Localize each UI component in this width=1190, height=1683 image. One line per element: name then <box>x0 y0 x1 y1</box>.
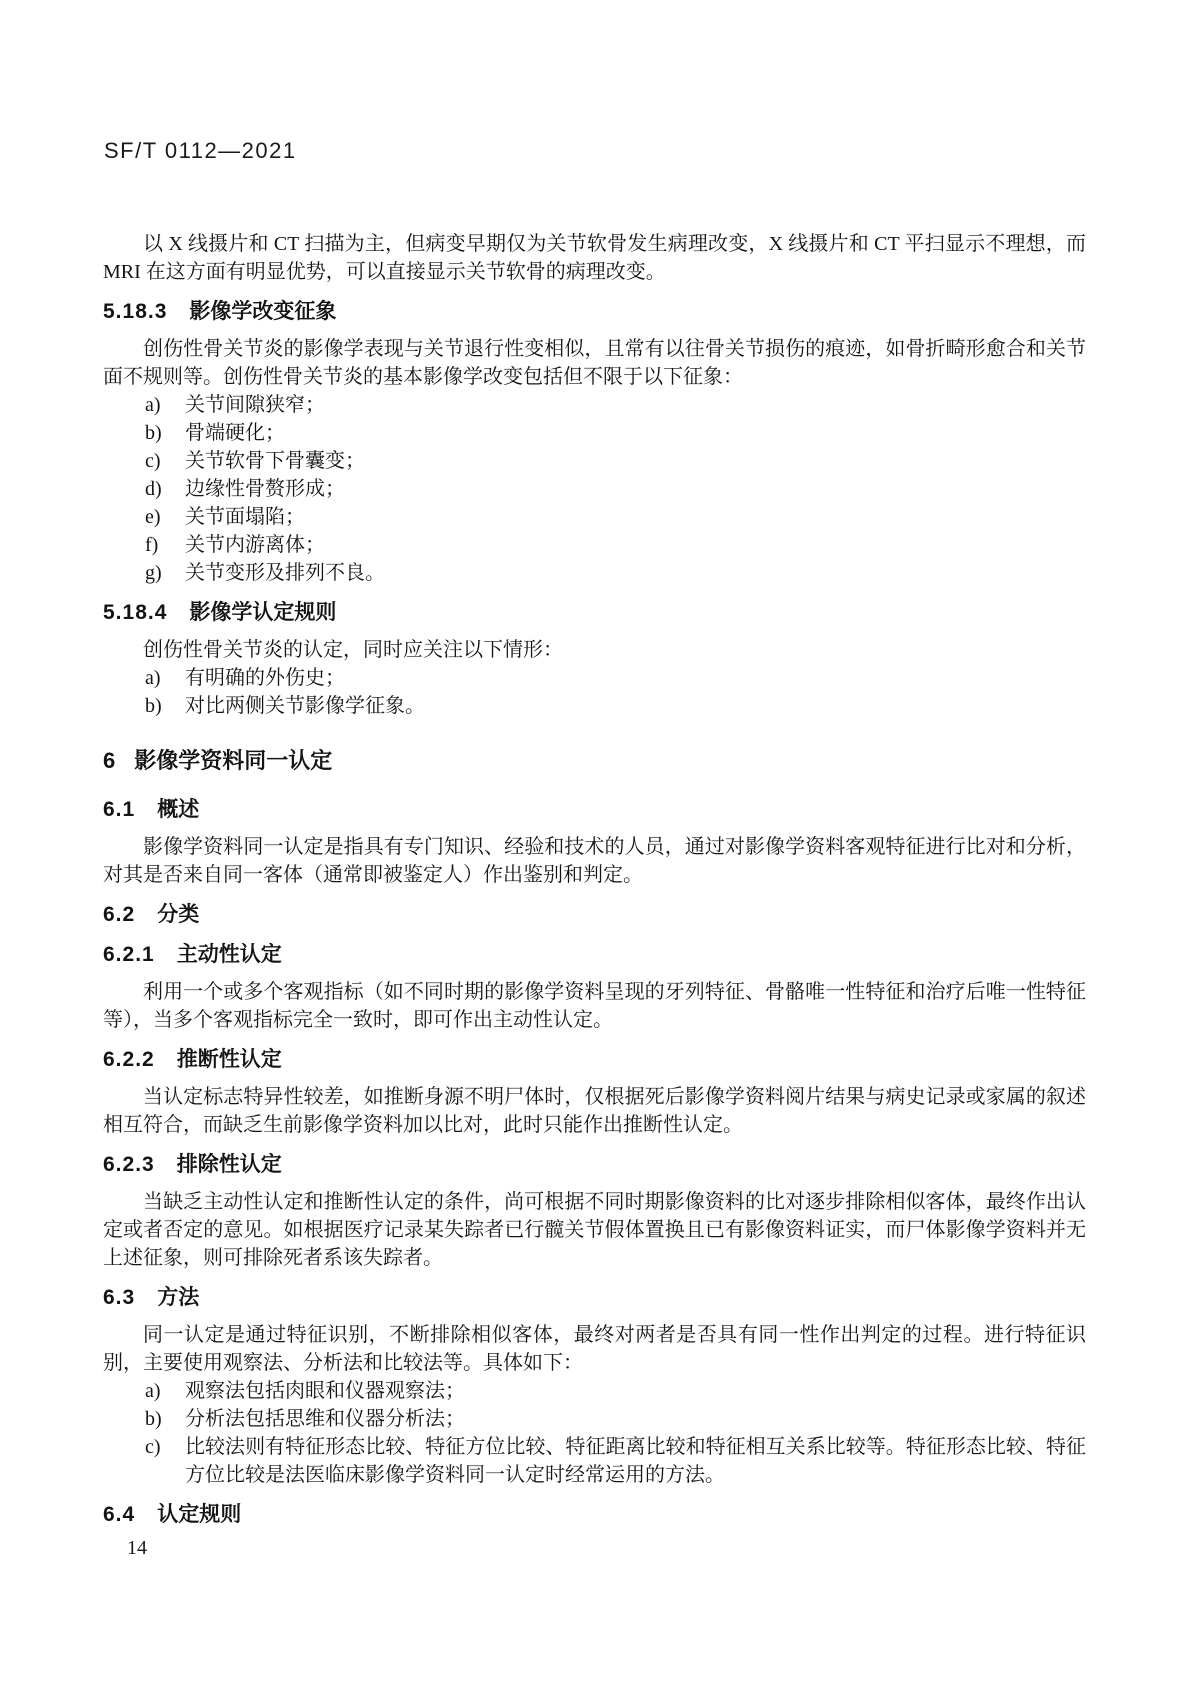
list-item-label: e) <box>145 506 161 528</box>
list-item <box>103 559 1086 587</box>
list-item <box>103 475 1086 503</box>
list-item-text: 骨端硬化； <box>185 422 285 444</box>
doc-number-header: SF/T 0112—2021 <box>104 138 297 163</box>
list-item-text: 有明确的外伤史； <box>185 667 345 689</box>
heading-6-2 <box>103 901 1086 929</box>
heading-title: 推断性认定 <box>176 1048 282 1071</box>
list-item <box>103 664 1086 692</box>
list-item <box>103 1377 1086 1405</box>
heading-number: 6.4 <box>103 1503 136 1526</box>
heading-number: 6 <box>103 748 117 773</box>
list-item-text: 对比两侧关节影像学征象。 <box>185 695 425 717</box>
list-item <box>103 531 1086 559</box>
heading-title: 影像学资料同一认定 <box>134 748 333 773</box>
list-item <box>103 503 1086 531</box>
list-item-label: a) <box>145 394 161 416</box>
list-item-label: f) <box>145 534 159 556</box>
list-item <box>103 419 1086 447</box>
paragraph-6-2-3: 当缺乏主动性认定和推断性认定的条件，尚可根据不同时期影像资料的比对逐步排除相似客体，最终作出认定或者否定的意见。如根据医疗记录某失踪者已行髋关节假体置换且已有影像资料证实，而尸体影像学资料并无上述征象，则可排除死者系该失踪者。 <box>103 1191 1086 1269</box>
heading-6-4 <box>103 1501 1086 1529</box>
heading-number: 6.2.1 <box>103 943 155 966</box>
heading-6-2-1 <box>103 941 1086 969</box>
heading-5-18-4 <box>103 599 1086 627</box>
list-item-text: 观察法包括肉眼和仪器观察法； <box>185 1380 465 1402</box>
heading-number: 5.18.4 <box>103 601 168 624</box>
list-item-text: 关节软骨下骨囊变； <box>185 450 365 472</box>
list-item <box>103 391 1086 419</box>
heading-6-2-3 <box>103 1151 1086 1179</box>
list-item-text: 边缘性骨赘形成； <box>185 478 345 500</box>
paragraph-6-2-2: 当认定标志特异性较差，如推断身源不明尸体时，仅根据死后影像学资料阅片结果与病史记录或家属的叙述相互符合，而缺乏生前影像学资料加以比对，此时只能作出推断性认定。 <box>103 1086 1086 1136</box>
heading-title: 认定规则 <box>157 1503 242 1526</box>
list-item-label: a) <box>145 667 161 689</box>
list-item <box>103 1433 1086 1489</box>
list-item-text: 分析法包括思维和仪器分析法； <box>185 1408 465 1430</box>
intro-paragraph: 以 X 线摄片和 CT 扫描为主，但病变早期仅为关节软骨发生病理改变，X 线摄片和 CT 平扫显示不理想，而 MRI 在这方面有明显优势，可以直接显示关节软骨的病理改变。 <box>103 233 1086 283</box>
list-item-text: 关节内游离体； <box>185 534 325 556</box>
paragraph-6-1: 影像学资料同一认定是指具有专门知识、经验和技术的人员，通过对影像学资料客观特征进行比对和分析，对其是否来自同一客体（通常即被鉴定人）作出鉴别和判定。 <box>103 836 1086 886</box>
heading-number: 6.1 <box>103 798 136 821</box>
heading-6-3 <box>103 1284 1086 1312</box>
paragraph-6-2-1: 利用一个或多个客观指标（如不同时期的影像学资料呈现的牙列特征、骨骼唯一性特征和治疗后唯一性特征等），当多个客观指标完全一致时，即可作出主动性认定。 <box>103 981 1086 1031</box>
list-item-text: 比较法则有特征形态比较、特征方位比较、特征距离比较和特征相互关系比较等。特征形态比较、特征方位比较是法医临床影像学资料同一认定时经常运用的方法。 <box>185 1436 1086 1486</box>
list-item-label: b) <box>145 1408 162 1430</box>
heading-title: 影像学改变征象 <box>189 300 337 323</box>
list-item-label: b) <box>145 422 162 444</box>
list-item-label: a) <box>145 1380 161 1402</box>
heading-6-1 <box>103 796 1086 824</box>
list-item <box>103 692 1086 720</box>
page-number: 14 <box>127 1537 147 1559</box>
list-item-text: 关节变形及排列不良。 <box>185 562 385 584</box>
heading-number: 5.18.3 <box>103 300 168 323</box>
heading-number: 6.3 <box>103 1286 136 1309</box>
heading-5-18-3 <box>103 298 1086 326</box>
list-item-label: g) <box>145 562 162 584</box>
list-5-18-4 <box>103 664 1086 720</box>
list-item-label: c) <box>145 450 161 472</box>
heading-number: 6.2.3 <box>103 1153 155 1176</box>
document-content <box>103 230 1086 1538</box>
paragraph-5-18-4: 创伤性骨关节炎的认定，同时应关注以下情形： <box>143 639 563 661</box>
heading-title: 排除性认定 <box>176 1153 282 1176</box>
heading-title: 影像学认定规则 <box>189 601 337 624</box>
heading-title: 概述 <box>157 798 200 821</box>
list-item-label: c) <box>145 1436 161 1458</box>
list-item <box>103 447 1086 475</box>
heading-title: 分类 <box>157 903 200 926</box>
heading-number: 6.2.2 <box>103 1048 155 1071</box>
paragraph-5-18-3: 创伤性骨关节炎的影像学表现与关节退行性变相似，且常有以往骨关节损伤的痕迹，如骨折畸形愈合和关节面不规则等。创伤性骨关节炎的基本影像学改变包括但不限于以下征象： <box>103 338 1086 388</box>
heading-6-2-2 <box>103 1046 1086 1074</box>
heading-number: 6.2 <box>103 903 136 926</box>
paragraph-6-3: 同一认定是通过特征识别，不断排除相似客体，最终对两者是否具有同一性作出判定的过程。进行特征识别，主要使用观察法、分析法和比较法等。具体如下： <box>103 1324 1086 1374</box>
heading-title: 主动性认定 <box>176 943 282 966</box>
list-item-label: b) <box>145 695 162 717</box>
list-6-3 <box>103 1377 1086 1489</box>
list-item-label: d) <box>145 478 162 500</box>
heading-6 <box>103 746 1086 776</box>
list-item-text: 关节面塌陷； <box>185 506 305 528</box>
list-item-text: 关节间隙狭窄； <box>185 394 325 416</box>
heading-title: 方法 <box>157 1286 200 1309</box>
list-5-18-3 <box>103 391 1086 587</box>
list-item <box>103 1405 1086 1433</box>
